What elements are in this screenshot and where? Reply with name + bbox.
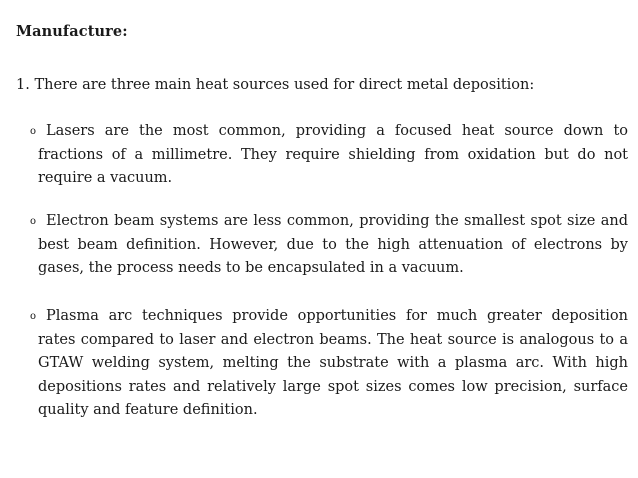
numbered-item-1: 1. There are three main heat sources used for direct metal deposition: (16, 77, 535, 93)
section-heading: Manufacture: (16, 23, 128, 40)
bullet-marker: o (30, 216, 37, 227)
bullet-item-electron-beam (30, 210, 628, 281)
bullet-text: Plasma arc techniques provide opportunities for much greater deposition rates compared to laser and electron beams. The heat source is analogous to a GTAW welding system, melting the substrate with a plasma arc. With high depositions rates and relatively large spot sizes comes low precision, surface quality and feature definition. (38, 308, 628, 418)
bullet-text: Lasers are the most common, providing a focused heat source down to fractions of a millimetre. They require shielding from oxidation but do not require a vacuum. (38, 123, 628, 186)
bullet-marker: o (30, 311, 37, 322)
bullet-item-plasma-arc (30, 305, 628, 423)
bullet-marker: o (30, 126, 37, 137)
bullet-text: Electron beam systems are less common, providing the smallest spot size and best beam definition. However, due to the high attenuation of electrons by gases, the process needs to be encapsulated in a vacuum. (38, 213, 628, 276)
bullet-item-lasers (30, 120, 628, 191)
